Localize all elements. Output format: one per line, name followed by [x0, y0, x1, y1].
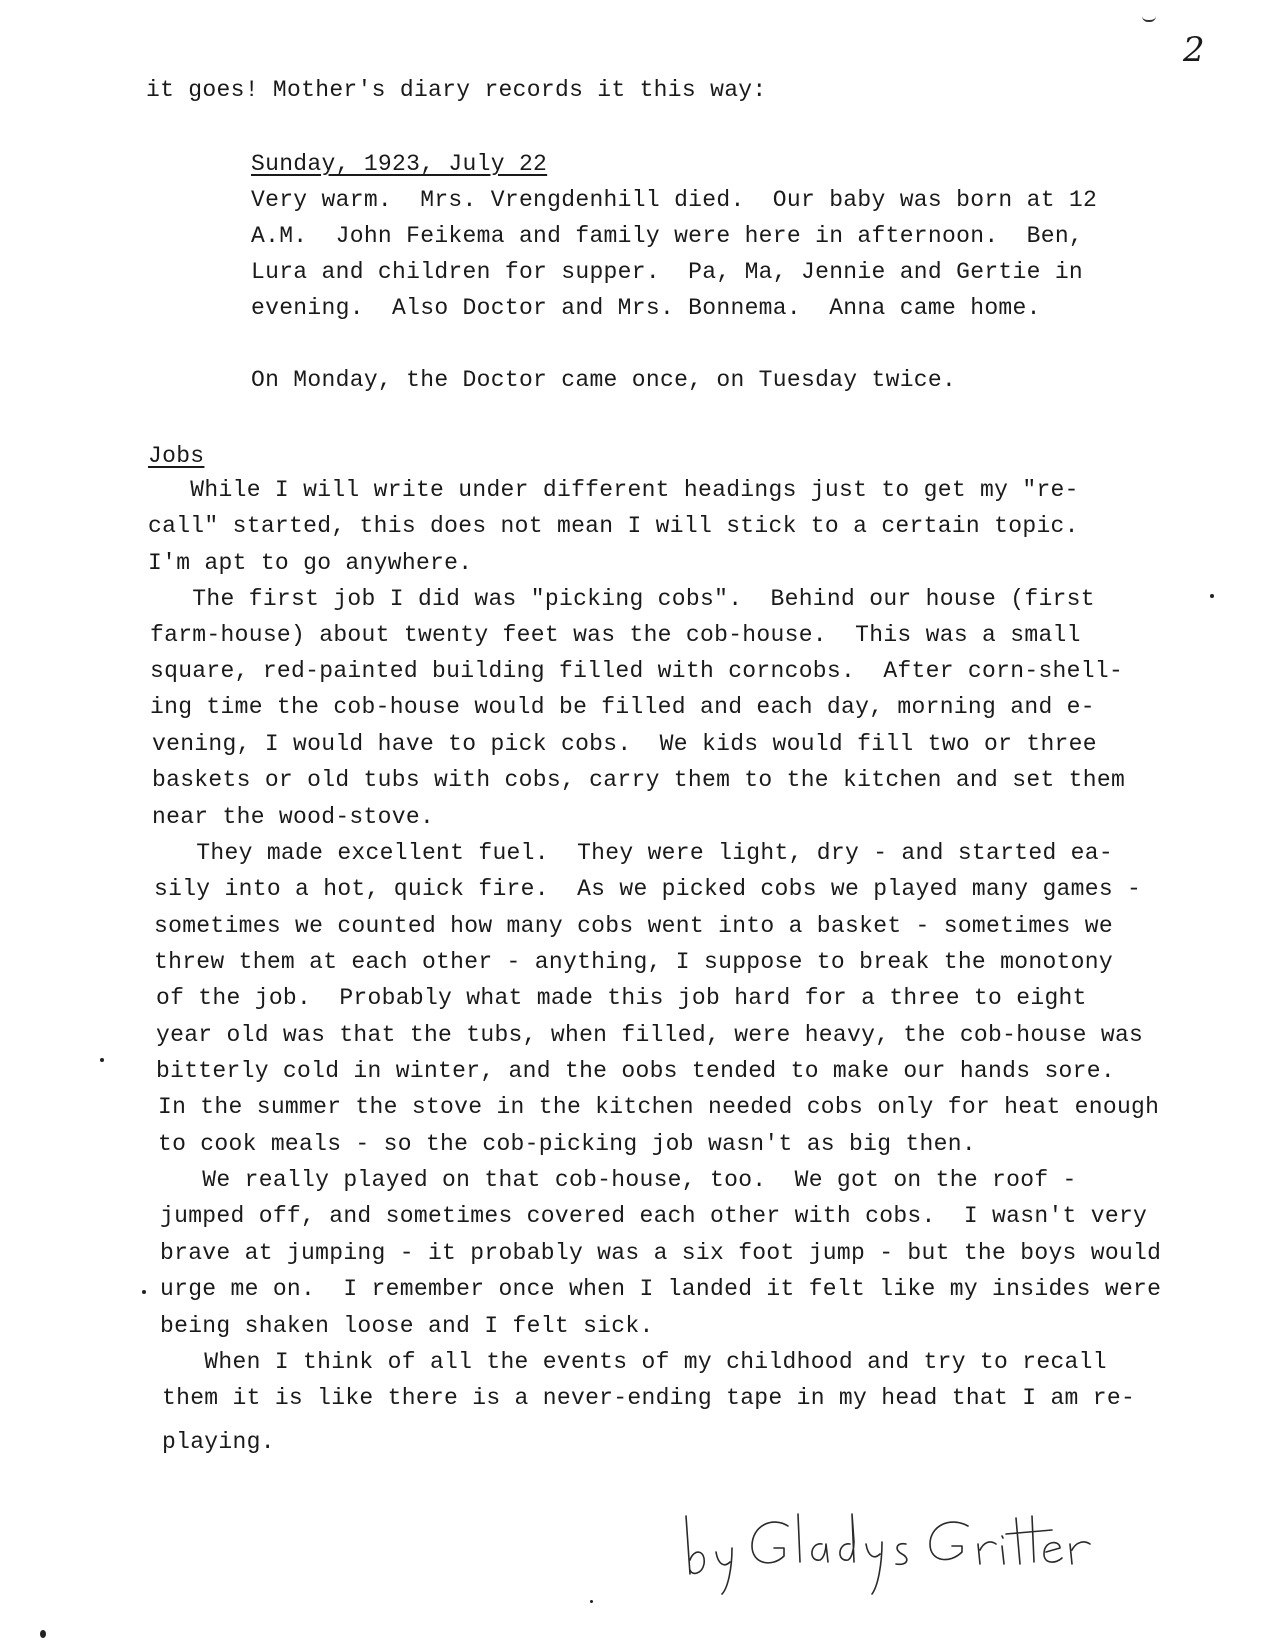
scan-speck [590, 1600, 593, 1603]
stray-mark [1142, 16, 1156, 22]
body-line: I'm apt to go anywhere. [148, 550, 473, 576]
body-line: brave at jumping - it probably was a six foot jump - but the boys would [160, 1240, 1162, 1266]
diary-line: evening. Also Doctor and Mrs. Bonnema. Anna came home. [251, 295, 1041, 321]
body-line: ing time the cob-house would be filled and each day, morning and e- [150, 694, 1095, 720]
body-line: call" started, this does not mean I will stick to a certain topic. [148, 513, 1079, 539]
body-line: them it is like there is a never-ending tape in my head that I am re- [162, 1385, 1136, 1411]
body-line: In the summer the stove in the kitchen needed cobs only for heat enough [158, 1094, 1160, 1120]
body-line: While I will write under different headings just to get my "re- [148, 477, 1079, 503]
diary-line: A.M. John Feikema and family were here in afternoon. Ben, [251, 223, 1084, 249]
section-heading: Jobs [148, 443, 205, 469]
body-line: year old was that the tubs, when filled, were heavy, the cob-house was [156, 1022, 1144, 1048]
scan-speck [142, 1290, 146, 1294]
body-line: near the wood-stove. [152, 804, 435, 830]
intro-line: it goes! Mother's diary records it this way: [146, 77, 767, 103]
body-line: We really played on that cob-house, too. We got on the roof - [160, 1167, 1077, 1193]
body-line: to cook meals - so the cob-picking job wasn't as big then. [158, 1131, 976, 1157]
body-line: farm-house) about twenty feet was the cob-house. This was a small [150, 622, 1081, 648]
body-line: square, red-painted building filled with corncobs. After corn-shell- [150, 658, 1124, 684]
handwritten-signature [680, 1508, 1100, 1598]
body-line: When I think of all the events of my childhood and try to recall [162, 1349, 1107, 1375]
body-line: sometimes we counted how many cobs went into a basket - sometimes we [154, 913, 1113, 939]
body-line: playing. [162, 1429, 275, 1455]
page-number: 2 [1183, 30, 1205, 70]
body-line: The first job I did was "picking cobs". Behind our house (first [150, 586, 1095, 612]
scan-speck [1210, 594, 1214, 598]
body-line: of the job. Probably what made this job hard for a three to eight [156, 985, 1087, 1011]
diary-line: Very warm. Mrs. Vrengdenhill died. Our baby was born at 12 [251, 187, 1098, 213]
scan-speck [100, 1058, 104, 1062]
diary-line: Lura and children for supper. Pa, Ma, Jennie and Gertie in [251, 259, 1084, 285]
body-line: jumped off, and sometimes covered each other with cobs. I wasn't very [160, 1203, 1148, 1229]
body-line: vening, I would have to pick cobs. We kids would fill two or three [152, 731, 1097, 757]
body-line: being shaken loose and I felt sick. [160, 1313, 654, 1339]
diary-followup: On Monday, the Doctor came once, on Tuesday twice. [251, 367, 957, 393]
body-line: bitterly cold in winter, and the oobs tended to make our hands sore. [156, 1058, 1115, 1084]
diary-date: Sunday, 1923, July 22 [251, 151, 548, 177]
body-line: sily into a hot, quick fire. As we picked cobs we played many games - [154, 876, 1142, 902]
body-line: baskets or old tubs with cobs, carry them to the kitchen and set them [152, 767, 1126, 793]
body-line: urge me on. I remember once when I landed it felt like my insides were [160, 1276, 1162, 1302]
body-line: threw them at each other - anything, I suppose to break the monotony [154, 949, 1113, 975]
body-line: They made excellent fuel. They were light, dry - and started ea- [154, 840, 1113, 866]
scan-speck [40, 1630, 46, 1638]
